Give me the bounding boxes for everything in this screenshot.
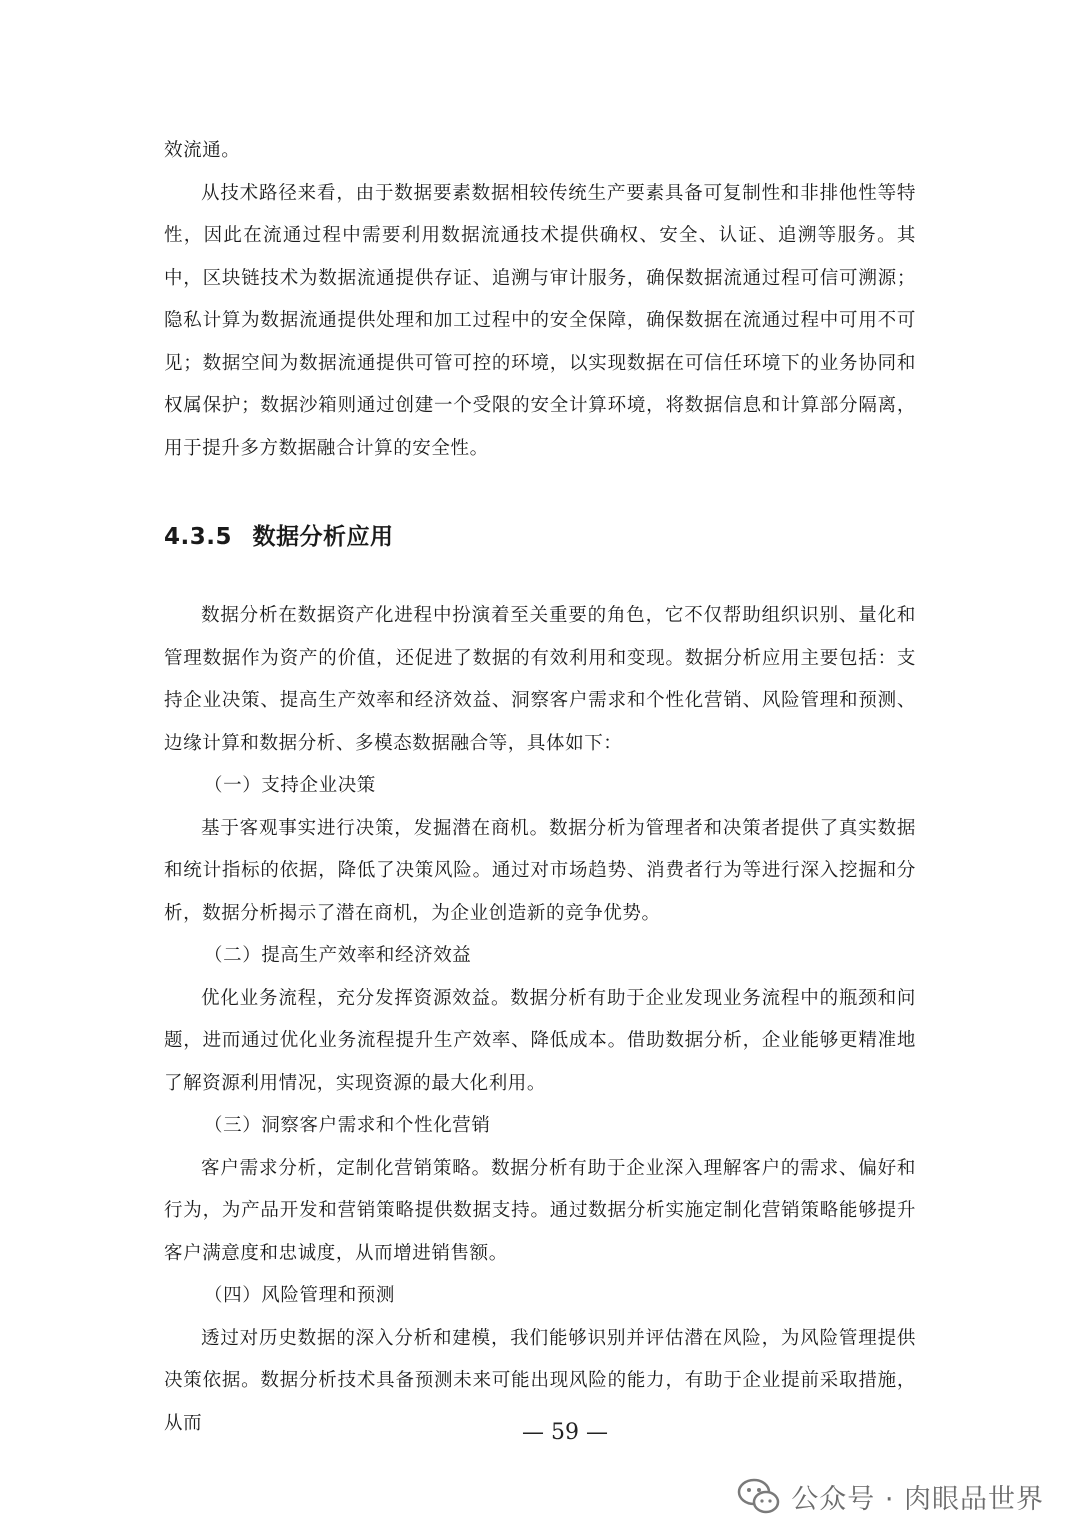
continued-text: 效流通。 bbox=[164, 140, 241, 161]
tech-path-paragraph: 从技术路径来看，由于数据要素数据相较传统生产要素具备可复制性和非排他性等特性，因此在流通过程中需要利用数据流通技术提供确权、安全、认证、追溯等服务。其中，区块链技术为数据流通提供存证、追溯与审计服务，确保数据流通过程可信可溯源；隐私计算为数据流通提供处理和加工过程中的安全保障，确保数据在流通过程中可用不可见；数据空间为数据流通提供可管可控的环境，以实现数据在可信任环境下的业务协同和权属保护；数据沙箱则通过创建一个受限的安全计算环境，将数据信息和计算部分隔离，用于提升多方数据融合计算的安全性。 bbox=[164, 182, 916, 459]
subsection-heading-3: （三）洞察客户需求和个性化营销 bbox=[204, 1115, 491, 1136]
section-intro-paragraph: 数据分析在数据资产化进程中扮演着至关重要的角色，它不仅帮助组织识别、量化和管理数据作为资产的价值，还促进了数据的有效利用和变现。数据分析应用主要包括：支持企业决策、提高生产效率和经济效益、洞察客户需求和个性化营销、风险管理和预测、边缘计算和数据分析、多模态数据融合等，具体如下： bbox=[164, 605, 916, 754]
subsection-body-1: 基于客观事实进行决策，发掘潜在商机。数据分析为管理者和决策者提供了真实数据和统计指标的依据，降低了决策风险。通过对市场趋势、消费者行为等进行深入挖掘和分析，数据分析揭示了潜在商机，为企业创造新的竞争优势。 bbox=[164, 817, 916, 924]
subsection-heading-2: （二）提高生产效率和经济效益 bbox=[204, 945, 472, 966]
page-number: — 59 — bbox=[522, 1420, 608, 1445]
subsection-body-4: 透过对历史数据的深入分析和建模，我们能够识别并评估潜在风险，为风险管理提供决策依据。数据分析技术具备预测未来可能出现风险的能力，有助于企业提前采取措施，从而 bbox=[164, 1327, 916, 1434]
section-title: 数据分析应用 bbox=[252, 524, 394, 550]
subsection-body-3: 客户需求分析，定制化营销策略。数据分析有助于企业深入理解客户的需求、偏好和行为，为产品开发和营销策略提供数据支持。通过数据分析实施定制化营销策略能够提升客户满意度和忠诚度，从而增进销售额。 bbox=[164, 1157, 916, 1264]
watermark-text: 公众号 · 肉眼品世界 bbox=[791, 1483, 1044, 1515]
subsection-heading-1: （一）支持企业决策 bbox=[204, 775, 376, 796]
wechat-watermark bbox=[737, 1476, 1044, 1516]
section-number: 4.3.5 bbox=[164, 524, 232, 550]
subsection-body-2: 优化业务流程，充分发挥资源效益。数据分析有助于企业发现业务流程中的瓶颈和问题，进而通过优化业务流程提升生产效率、降低成本。借助数据分析，企业能够更精准地了解资源利用情况，实现资源的最大化利用。 bbox=[164, 987, 916, 1094]
document-page bbox=[164, 130, 916, 1445]
subsection-heading-4: （四）风险管理和预测 bbox=[204, 1285, 396, 1306]
section-heading bbox=[164, 518, 916, 551]
wechat-icon bbox=[737, 1476, 781, 1516]
